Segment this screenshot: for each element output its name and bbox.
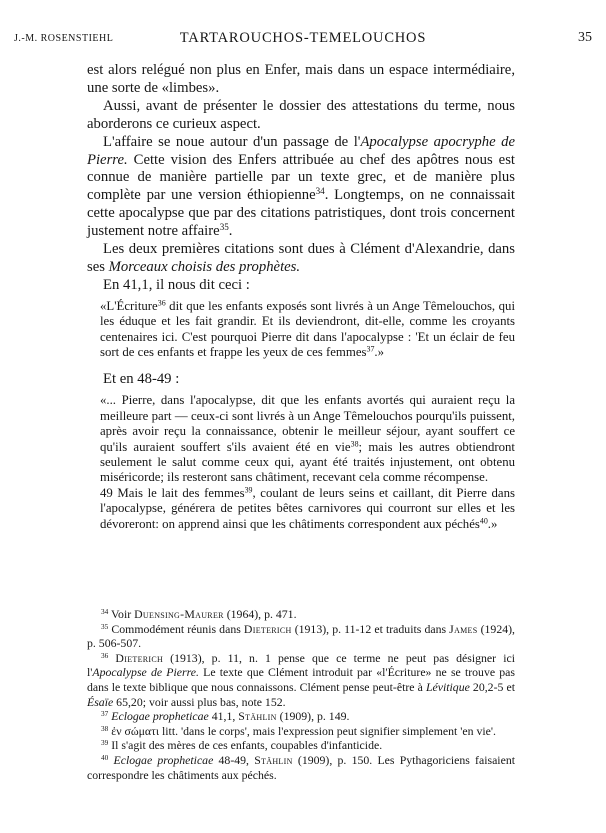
running-header (0, 30, 606, 50)
footnote-ref: 36 (157, 298, 166, 308)
author-name: Dieterich (115, 650, 164, 665)
work-title: Eclogae propheticae (111, 709, 209, 724)
block-quote-1 (100, 299, 515, 361)
text-run: «... Pierre, dans l'apocalypse, dit que les enfants avortés qui auraient reçu la meilleure part — ceux-ci sont livrés à un Ange Têmelouchos pourqu'ils puissent, après avoir reçu la connaissance, obtenir le meilleur séjour, ayant souffert ce qu'ils auraient souffert s'ils avaient été en vie (100, 393, 515, 454)
footnote-36 (87, 651, 515, 709)
text-run: 65,20; voir aussi plus bas, note 152. (113, 694, 286, 709)
text-run: (1909), p. 149. (276, 709, 350, 724)
footnote-number: 37 (101, 709, 109, 719)
footnote-ref: 39 (244, 485, 253, 495)
author-name: Stählin (238, 709, 277, 724)
header-author: J.-M. ROSENSTIEHL (14, 33, 114, 44)
text-run: Commodément réunis dans (111, 621, 244, 636)
footnote-ref: 40 (479, 516, 488, 526)
text-run: (1913), p. 11-12 et traduits dans (291, 621, 450, 636)
footnote-ref: 38 (350, 439, 359, 449)
text-run: 41,1, (208, 709, 239, 724)
text-run: ; mais les autres obtiendront seulement le salut comme ceux qui, ayant été traités injustement, ont obtenu miséricorde; ils resteront sans châtiment, recevant cela comme récompense. (100, 439, 515, 485)
paragraph-2: Aussi, avant de présenter le dossier des attestations du terme, nous aborderons ce curieux aspect. (87, 97, 515, 132)
footnote-34 (87, 607, 515, 622)
quote-paragraph (100, 486, 515, 532)
text-run: 49 Mais le lait des femmes (100, 485, 245, 500)
page-number: 35 (578, 30, 592, 45)
footnote-number: 35 (101, 621, 109, 631)
text-run: (1964), p. 471. (223, 607, 297, 621)
text-run: Il s'agit des mères de ces enfants, coupables d'infanticide. (111, 738, 383, 753)
text-run: . (228, 223, 233, 240)
work-title: Apocalypse de Pierre. (92, 665, 199, 680)
text-run: Voir (111, 607, 135, 621)
text-run: .» (487, 516, 498, 531)
author-name: James (449, 621, 478, 636)
footnote-number: 38 (101, 723, 109, 733)
work-title: Morceaux choisis des prophètes. (108, 258, 301, 275)
quote-paragraph (100, 299, 515, 361)
text-run: 20,2-5 et (469, 679, 515, 694)
main-text (87, 62, 515, 532)
text-run: , coulant de leurs seins et caillant, dit Pierre dans l'apocalypse, générera de petites bêtes carnivores qui courront sur elles et les dévoreront: on apprend ainsi que les châtiments correspondent aux péchés (100, 485, 515, 531)
footnote-39 (87, 738, 515, 753)
work-title: Ésaïe (87, 694, 114, 709)
text-run: .» (374, 345, 385, 359)
footnote-ref: 35 (219, 222, 229, 233)
text-run: «L'Écriture (100, 298, 158, 313)
footnote-35 (87, 622, 515, 651)
text-run: litt. 'dans le corps', mais l'expression peut signifier simplement 'en vie'. (159, 723, 496, 738)
footnote-number: 39 (101, 738, 109, 748)
paragraph-6: Et en 48-49 : (103, 371, 180, 388)
paragraph-1: est alors relégué non plus en Enfer, mais dans un espace intermédiaire, une sorte de «limbes». (87, 62, 515, 96)
header-title: TARTAROUCHOS-TEMELOUCHOS (179, 30, 427, 46)
footnote-number: 34 (101, 606, 109, 616)
block-quote-2 (100, 393, 515, 532)
text-run: (1909), p. 150. Les Pythagoriciens faisaient correspondre les châtiments aux péchés. (87, 752, 515, 782)
footnote-40 (87, 753, 515, 782)
footnote-ref: 34 (315, 186, 325, 197)
footnote-number: 40 (101, 752, 109, 762)
footnote-number: 36 (101, 650, 109, 660)
text-run: (1924), p. 506-507. (87, 621, 516, 651)
text-run: . Longtemps, on ne connaissait cette apocalypse que par des citations patristiques, dont trois concernent justement notre affaire (87, 187, 515, 240)
paragraph-4 (87, 241, 515, 277)
author-name: Stählin (254, 752, 293, 767)
footnote-38 (87, 724, 515, 739)
text-run: L'affaire se noue autour d'un passage de l' (103, 133, 361, 150)
footnote-ref: 37 (366, 344, 375, 354)
text-run: Les deux premières citations sont dues à Clément d'Alexandrie, dans ses (87, 241, 515, 275)
text-run: Le texte que Clément introduit par «l'Écriture» ne se trouve pas dans le texte biblique que nous connaissons. Clément pense peut-être à (87, 665, 515, 694)
work-title: Apocalypse apocryphe de Pierre. (87, 133, 515, 168)
work-title: Lévitique (425, 679, 470, 694)
greek-text: ἐν σώματι (111, 723, 160, 738)
author-name: Duensing-Maurer (134, 607, 224, 621)
footnotes (87, 607, 515, 782)
paragraph-3 (87, 134, 515, 241)
work-title: Eclogae propheticae (113, 752, 214, 767)
text-run: Cette vision des Enfers attribuée au chef des apôtres nous est connue de manière partielle par un texte grec, et de manière plus complète par une version éthiopienne (87, 151, 515, 204)
text-run: (1913), p. 11, n. 1 pense que ce terme ne peut pas désigner ici l' (87, 650, 515, 680)
text-run: 48-49, (213, 752, 255, 767)
author-name: Dieterich (243, 621, 292, 636)
quote-paragraph (100, 393, 515, 485)
paragraph-5: En 41,1, il nous dit ceci : (103, 276, 250, 293)
footnote-37 (87, 709, 515, 724)
text-run: dit que les enfants exposés sont livrés à un Ange Têmelouchos, qui les éduque et les fait grandir. Et ils deviendront, dit-elle, comme les croyants centenaires ici. C'est pourquoi Pierre dit dans l'apocalypse : 'Et un éclair de feu sort de ces enfants et frappe les yeux de ces femmes (100, 298, 515, 359)
